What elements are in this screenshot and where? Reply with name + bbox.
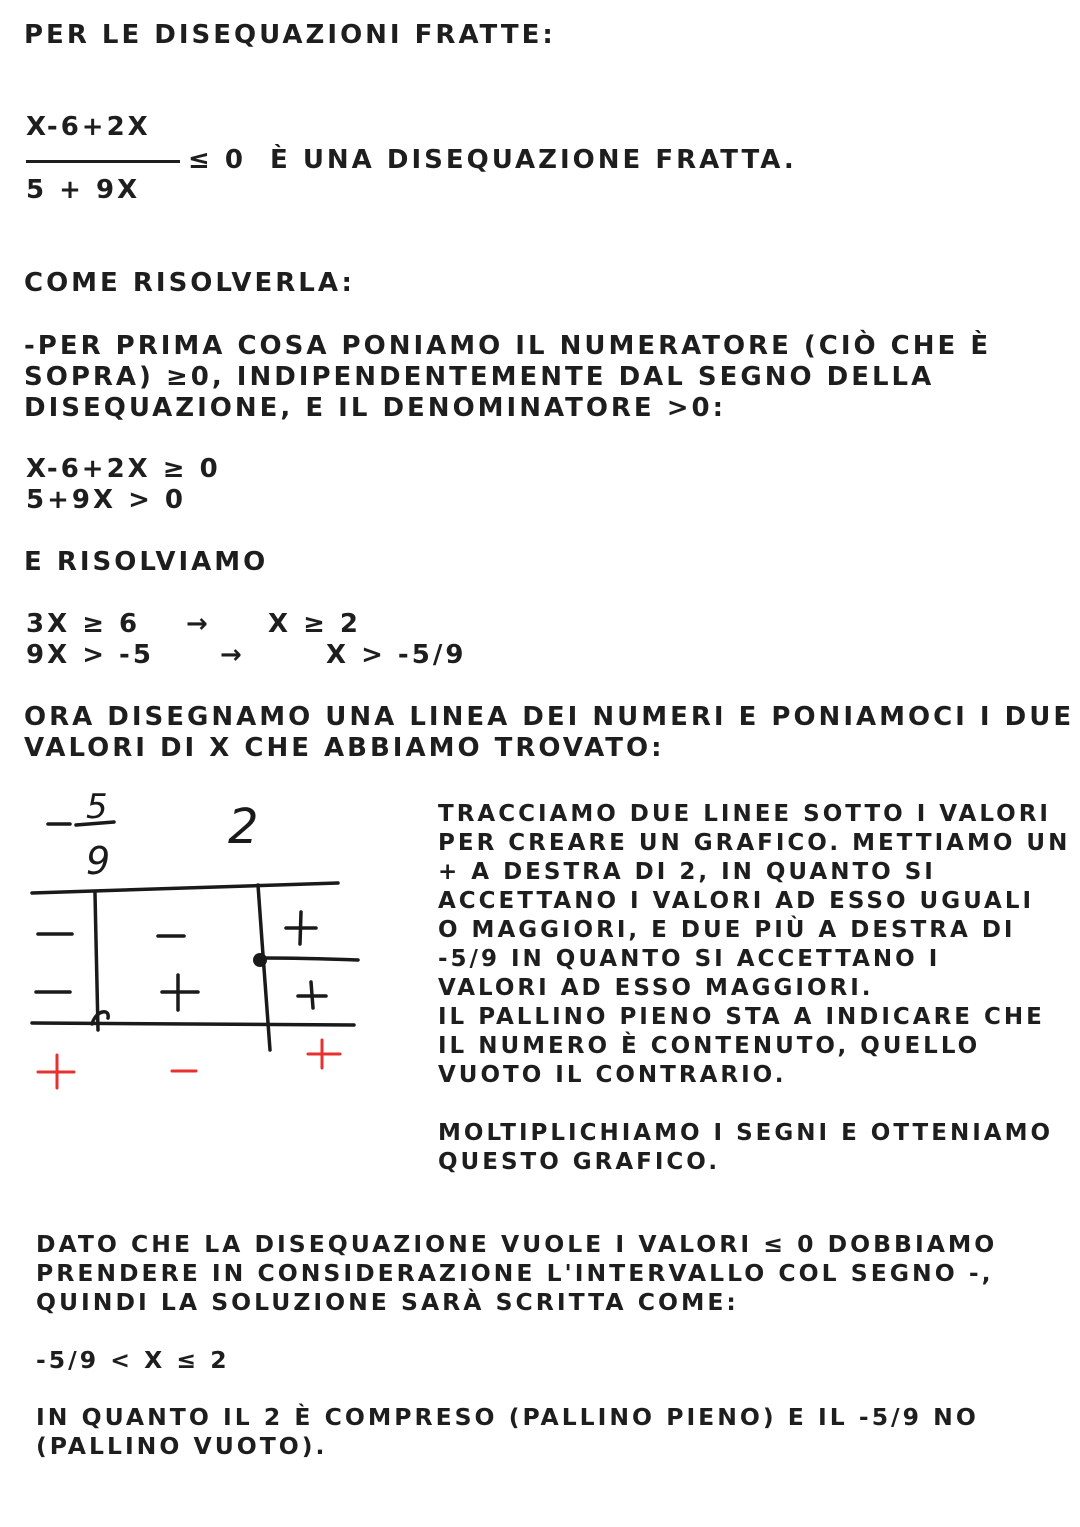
arrow-icon: → [220, 640, 245, 670]
explanation-line-6: -5/9 IN QUANTO SI ACCETTANO I [438, 946, 941, 972]
sign-plus [162, 975, 198, 1010]
explanation-line-8: IL PALLINO PIENO STA A INDICARE CHE [438, 1004, 1045, 1030]
step1-line-2: SOPRA) ≥0, INDIPENDENTEMENTE DAL SEGNO DELLA [24, 362, 935, 392]
explanation-line-9: IL NUMERO È CONTENUTO, QUELLO [438, 1033, 981, 1059]
solve-heading: E RISOLVIAMO [24, 547, 269, 577]
page-title: PER LE DISEQUAZIONI FRATTE: [24, 20, 556, 50]
solution: -5/9 < X ≤ 2 [36, 1346, 230, 1374]
solving-right-2: X > -5/9 [326, 640, 467, 670]
solving-left-2: 9X > -5 [26, 640, 154, 670]
final-note-line-1: IN QUANTO IL 2 È COMPRESO (PALLINO PIENO) E IL -5/9 NO [36, 1403, 979, 1431]
solving-left-1: 3X ≥ 6 [26, 609, 141, 639]
arrow-icon: → [186, 609, 211, 639]
fraction-description: È UNA DISEQUAZIONE FRATTA. [270, 145, 797, 175]
sign-plus [286, 912, 316, 944]
fraction-numerator: X-6+2X [26, 112, 151, 142]
label-value-num: 5 [86, 787, 111, 827]
fraction-inequality: ≤ 0 [188, 145, 246, 175]
explanation-line-5: O MAGGIORI, E DUE PIÙ A DESTRA DI [438, 917, 1016, 943]
number-line-intro-2: VALORI DI X CHE ABBIAMO TROVATO: [24, 733, 665, 763]
result-plus [308, 1040, 340, 1068]
conclusion-line-1: DATO CHE LA DISEQUAZIONE VUOLE I VALORI ≤ 0 DOBBIAMO [36, 1230, 998, 1258]
explanation-line-7: VALORI AD ESSO MAGGIORI. [438, 975, 874, 1001]
step1-line-3: DISEQUAZIONE, E IL DENOMINATORE >0: [24, 393, 727, 423]
solving-right-1: X ≥ 2 [268, 609, 362, 639]
sketch-row-line-bottom [32, 1023, 354, 1025]
step1-line-1: -PER PRIMA COSA PONIAMO IL NUMERATORE (CIÒ CHE È [24, 331, 992, 361]
result-plus [38, 1055, 74, 1088]
conclusion-line-3: QUINDI LA SOLUZIONE SARÀ SCRITTA COME: [36, 1288, 739, 1316]
number-line-intro-1: ORA DISEGNAMO UNA LINEA DEI NUMERI E PONIAMOCI I DUE [24, 702, 1075, 732]
final-note-line-2: (PALLINO VUOTO). [36, 1432, 328, 1460]
explanation-line-2: PER CREARE UN GRAFICO. METTIAMO UN [438, 830, 1071, 856]
multiply-line-2: QUESTO GRAFICO. [438, 1149, 721, 1175]
condition-numerator: X-6+2X ≥ 0 [26, 454, 221, 484]
condition-denominator: 5+9X > 0 [26, 485, 186, 515]
method-heading: COME RISOLVERLA: [24, 268, 355, 298]
sketch-vertical-line-left [95, 893, 98, 1030]
explanation-line-3: + A DESTRA DI 2, IN QUANTO SI [438, 859, 936, 885]
label-value-den: 9 [86, 839, 114, 883]
explanation-line-4: ACCETTANO I VALORI AD ESSO UGUALI [438, 888, 1035, 914]
explanation-line-10: VUOTO IL CONTRARIO. [438, 1062, 787, 1088]
sketch-row-line-middle [262, 958, 358, 960]
conclusion-line-2: PRENDERE IN CONSIDERAZIONE L'INTERVALLO COL SEGNO -, [36, 1259, 994, 1287]
sketch-row-line-top [32, 883, 338, 893]
label-value-2: 2 [228, 799, 262, 855]
sign-plus [298, 982, 326, 1008]
filled-dot-icon [253, 953, 267, 967]
explanation-line-1: TRACCIAMO DUE LINEE SOTTO I VALORI [438, 801, 1051, 827]
multiply-line-1: MOLTIPLICHIAMO I SEGNI E OTTENIAMO [438, 1120, 1054, 1146]
fraction-denominator: 5 + 9X [26, 175, 141, 205]
